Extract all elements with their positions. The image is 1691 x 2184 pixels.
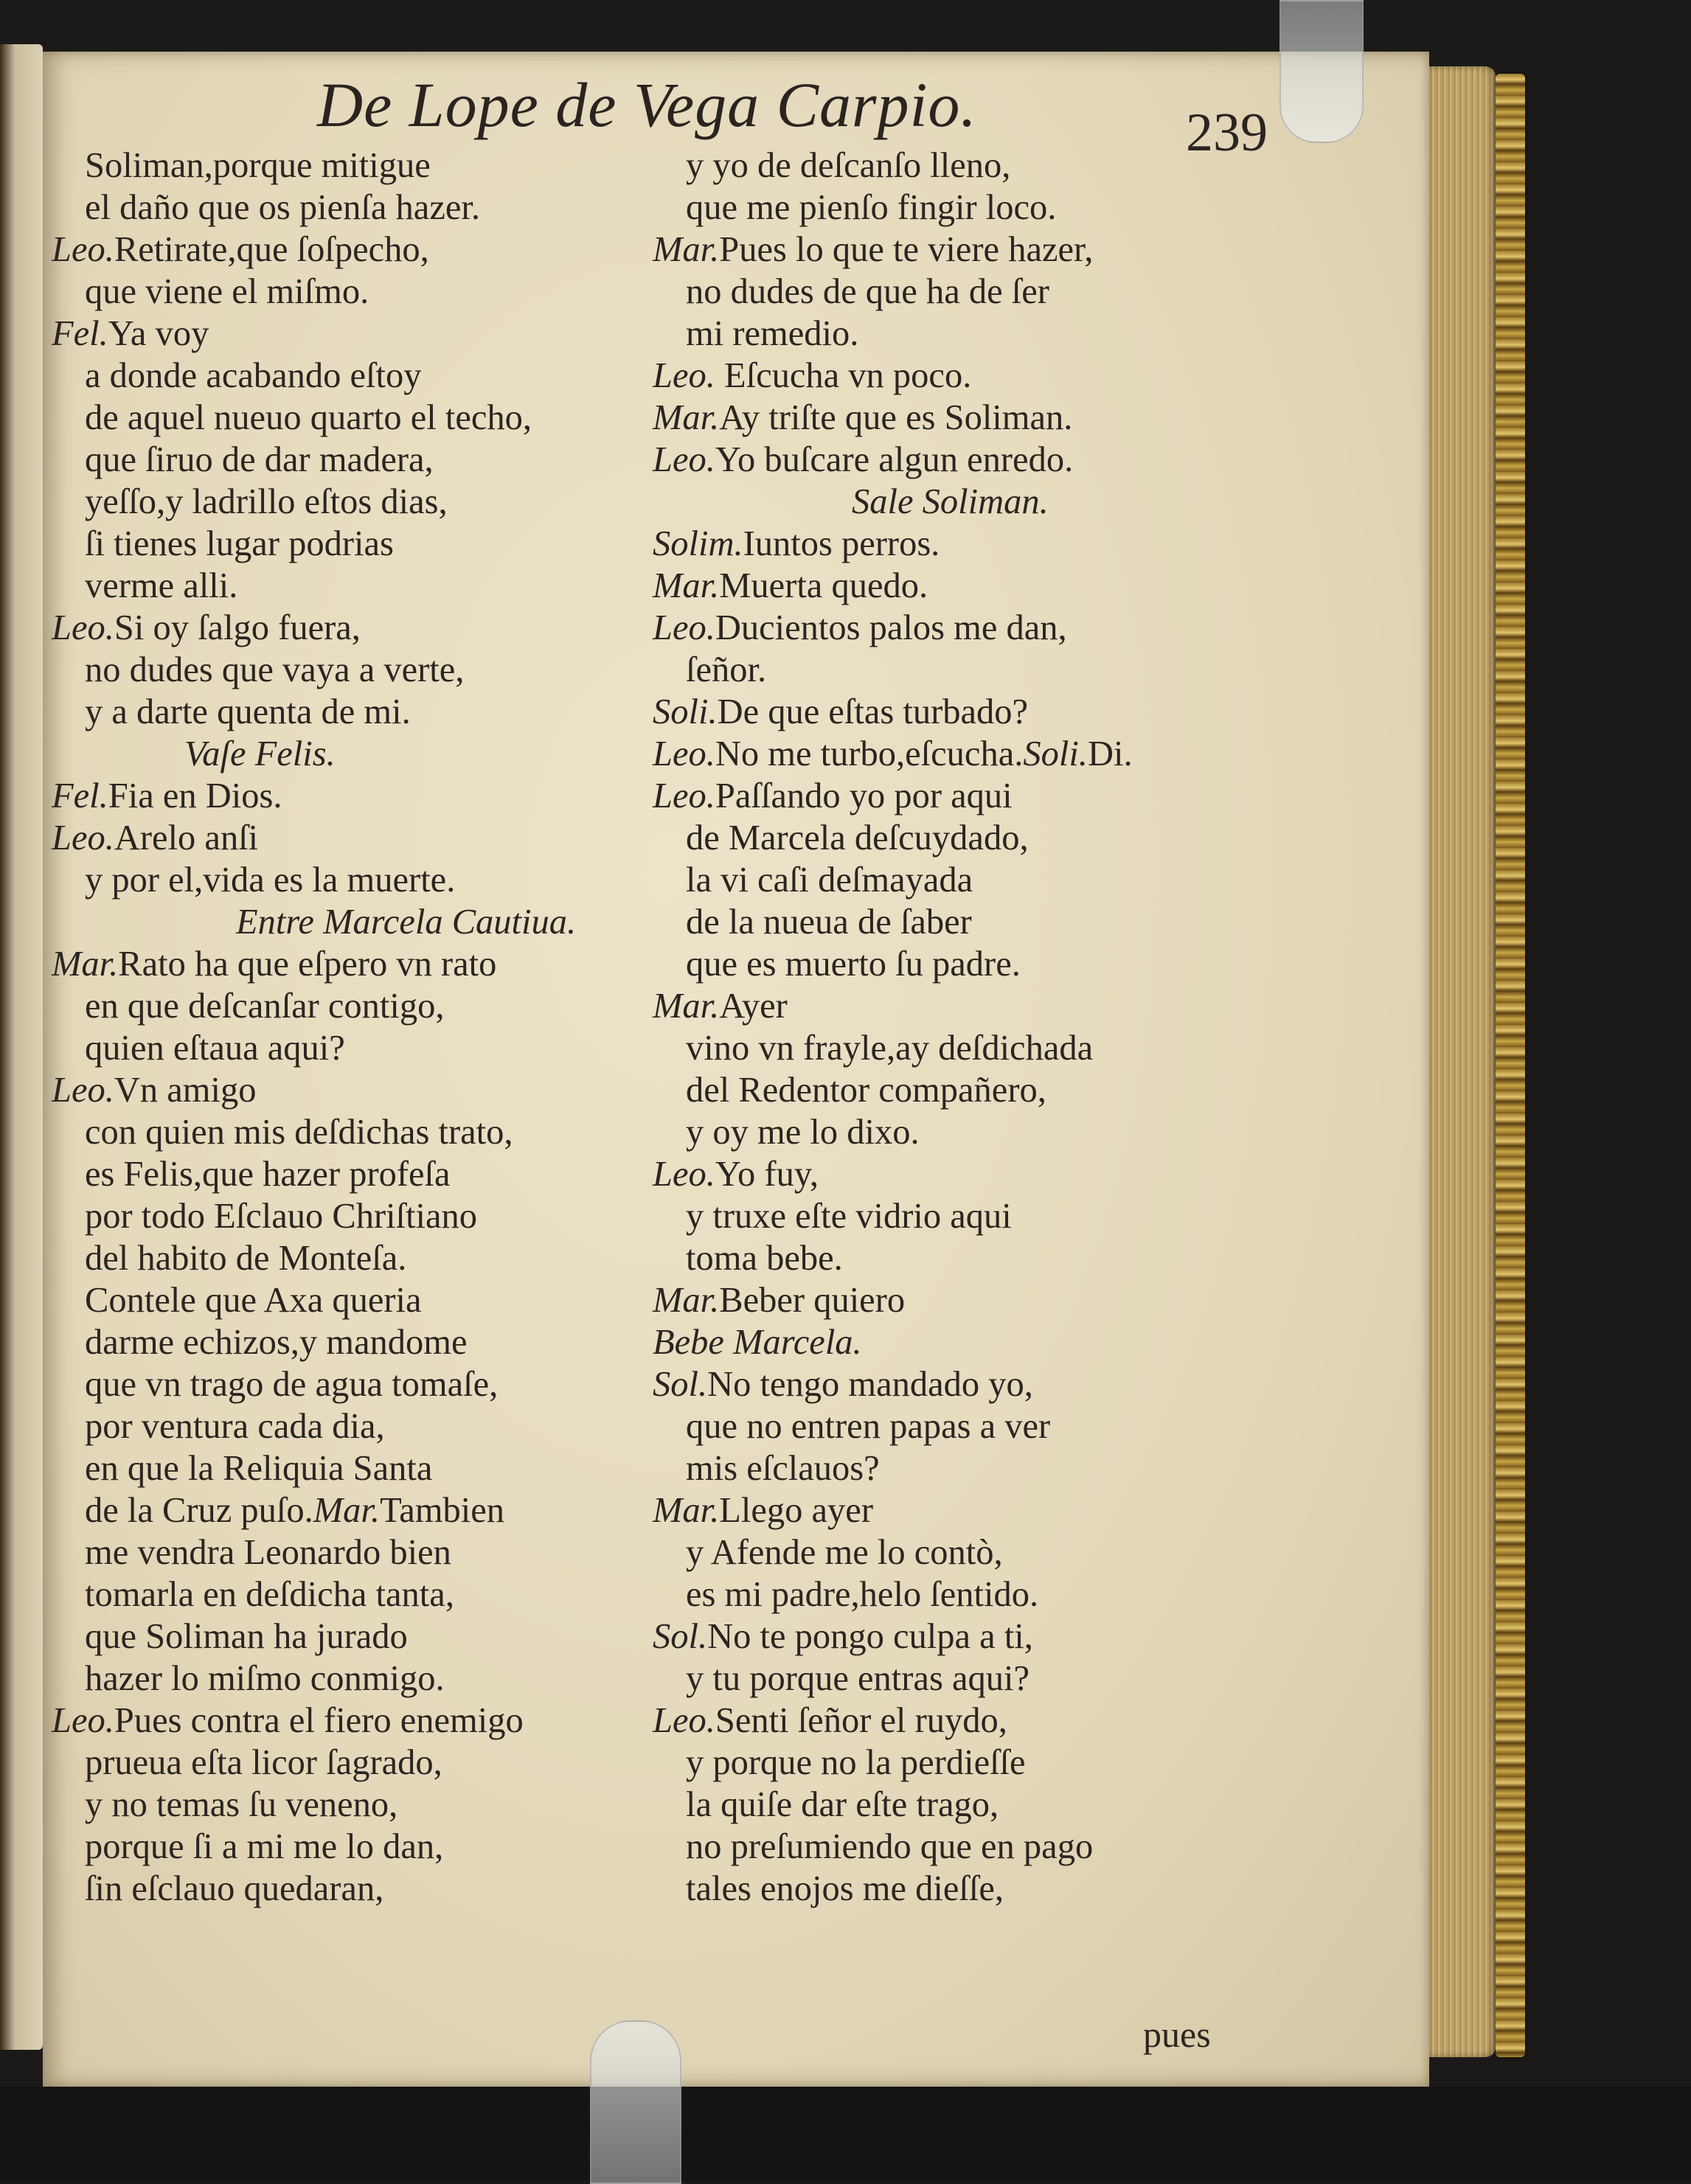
verse-text: es mi padre,helo ſentido. <box>686 1575 1039 1614</box>
verse-text: y Afende me lo contò, <box>686 1533 1003 1572</box>
verse-text: y por el,vida es la muerte. <box>85 860 456 900</box>
verse-line <box>52 649 656 691</box>
verse-line <box>653 1195 1294 1237</box>
verse-line <box>52 187 656 229</box>
verse-text: Beber quiero <box>719 1281 906 1320</box>
verse-line <box>653 1447 1294 1489</box>
speaker-name: Leo. <box>653 440 715 479</box>
speaker-name: Leo. <box>52 818 114 858</box>
verse-text: de la nueua de ſaber <box>686 903 972 942</box>
verse-text: Senti ſeñor el ruydo, <box>715 1701 1007 1740</box>
verse-text: Muerta quedo. <box>719 566 928 605</box>
running-head: De Lope de Vega Carpio. <box>317 69 977 140</box>
stage-direction-text: Sale Soliman. <box>852 482 1049 521</box>
verse-text: Rato ha que eſpero vn rato <box>118 945 497 984</box>
verse-line <box>52 1742 656 1784</box>
verse-text: no preſumiendo que en pago <box>686 1827 1094 1866</box>
verse-line <box>52 397 656 439</box>
verse-line <box>52 1784 656 1826</box>
page-number: 239 <box>1186 102 1268 163</box>
verse-text: darme echizos,y mandome <box>85 1323 468 1362</box>
verse-text: Si oy ſalgo fuera, <box>114 608 361 647</box>
verse-text: Vn amigo <box>114 1071 257 1110</box>
verse-text: Retirate,que ſoſpecho, <box>114 230 429 269</box>
verse-line <box>52 523 656 565</box>
verse-line <box>52 691 656 733</box>
verse-line <box>52 985 656 1027</box>
top-clip <box>1279 0 1364 143</box>
speaker-name: Soli. <box>1023 734 1088 773</box>
verse-text: y tu porque entras aqui? <box>686 1659 1029 1698</box>
verse-text: De que eſtas turbado? <box>717 692 1029 731</box>
verse-text: Eſcucha vn poco. <box>715 356 972 395</box>
verse-line <box>653 1658 1294 1700</box>
verse-text: Ay triſte que es Soliman. <box>719 398 1073 437</box>
speaker-name: Mar. <box>653 398 720 437</box>
verse-line <box>653 1573 1294 1616</box>
verse-line <box>52 1616 656 1658</box>
verse-line <box>52 1405 656 1447</box>
verse-text: ſin eſclauo quedaran, <box>85 1869 384 1908</box>
stage-direction-text: Entre Marcela Cautiua. <box>236 903 577 942</box>
speaker-name: Leo. <box>653 356 715 395</box>
verse-text: No te pongo culpa a ti, <box>707 1617 1033 1656</box>
speaker-name: Sol. <box>653 1617 708 1656</box>
verse-text: yeſſo,y ladrillo eſtos dias, <box>85 482 448 521</box>
verse-text: No tengo mandado yo, <box>707 1365 1033 1404</box>
verse-line <box>52 1279 656 1321</box>
verse-text: Ducientos palos me dan, <box>715 608 1067 647</box>
verse-text: por todo Eſclauo Chriſtiano <box>85 1197 478 1236</box>
speech-line <box>653 1153 1294 1195</box>
verse-text: Fia en Dios. <box>108 776 282 815</box>
verse-text: Di. <box>1087 734 1133 773</box>
speech-line <box>653 1616 1294 1658</box>
verse-text: con quien mis deſdichas trato, <box>85 1113 513 1152</box>
verse-line <box>52 565 656 607</box>
verse-text: del habito de Monteſa. <box>85 1239 407 1278</box>
verse-text: porque ſi a mi me lo dan, <box>85 1827 444 1866</box>
speaker-name: Solim. <box>653 524 743 563</box>
verse-text: Ya voy <box>108 314 209 353</box>
verse-line <box>653 1868 1294 1910</box>
verse-text: y porque no la perdieſſe <box>686 1743 1026 1782</box>
speaker-name: Mar. <box>52 945 119 984</box>
page-fore-edge <box>1429 66 1496 2057</box>
speaker-name: Leo. <box>653 1701 715 1740</box>
verse-text: prueua eſta licor ſagrado, <box>85 1743 442 1782</box>
verse-line <box>653 313 1294 355</box>
verse-text: que me pienſo fingir loco. <box>686 188 1057 227</box>
verse-line <box>653 1237 1294 1279</box>
verse-line <box>653 901 1294 943</box>
verse-text: y no temas ſu veneno, <box>85 1785 398 1824</box>
stage-direction <box>653 481 1294 523</box>
verse-line <box>52 859 656 901</box>
speaker-name: Leo. <box>653 1155 715 1194</box>
speech-line <box>653 775 1294 817</box>
verse-line <box>52 1868 656 1910</box>
verse-text: que es muerto ſu padre. <box>686 945 1021 984</box>
speech-line <box>653 565 1294 607</box>
verse-text: la vi caſi deſmayada <box>686 860 973 900</box>
speech-line <box>52 1069 656 1111</box>
stage-direction <box>52 733 656 775</box>
verse-text: Pues contra el fiero enemigo <box>114 1701 524 1740</box>
verse-text: Iuntos perros. <box>743 524 940 563</box>
verse-text: de Marcela deſcuydado, <box>686 818 1029 858</box>
verse-text: la quiſe dar eſte trago, <box>686 1785 999 1824</box>
verse-text: que vn trago de agua tomaſe, <box>85 1365 499 1404</box>
speech-line <box>653 355 1294 397</box>
speech-line <box>653 1279 1294 1321</box>
verse-line <box>653 1405 1294 1447</box>
verse-text: mis eſclauos? <box>686 1449 880 1488</box>
verse-text: por ventura cada dia, <box>85 1407 385 1446</box>
verse-line <box>52 355 656 397</box>
verse-line <box>52 1489 656 1531</box>
verse-line <box>52 1658 656 1700</box>
verse-text: Arelo anſi <box>114 818 259 858</box>
verse-text: quien eſtaua aqui? <box>85 1029 345 1068</box>
verse-line <box>653 1742 1294 1784</box>
speech-line <box>653 1700 1294 1742</box>
verse-text: ſeñor. <box>686 650 767 689</box>
verse-line <box>653 271 1294 313</box>
verse-line <box>52 481 656 523</box>
verse-text: No me turbo,eſcucha. <box>715 734 1024 773</box>
verse-text: Yo buſcare algun enredo. <box>715 440 1074 479</box>
verse-line <box>653 1531 1294 1573</box>
verse-text: tales enojos me dieſſe, <box>686 1869 1004 1908</box>
verse-text: y oy me lo dixo. <box>686 1113 920 1152</box>
verse-text: mi remedio. <box>686 314 859 353</box>
speaker-name: Sol. <box>653 1365 708 1404</box>
verse-text: Paſſando yo por aqui <box>715 776 1013 815</box>
right-text-column <box>653 145 1294 1910</box>
verse-text: toma bebe. <box>686 1239 843 1278</box>
verse-text: me vendra Leonardo bien <box>85 1533 451 1572</box>
verse-text: Llego ayer <box>719 1491 873 1530</box>
verse-line <box>52 1321 656 1363</box>
speaker-name: Leo. <box>52 1071 114 1110</box>
speech-line <box>52 1700 656 1742</box>
stage-direction <box>653 1321 1294 1363</box>
verse-line <box>653 1784 1294 1826</box>
verse-line <box>52 439 656 481</box>
verse-text: verme alli. <box>85 566 238 605</box>
verse-line <box>52 145 656 187</box>
verse-line <box>653 1027 1294 1069</box>
verse-line <box>653 943 1294 985</box>
verse-text: a donde acabando eſtoy <box>85 356 422 395</box>
speech-line <box>653 397 1294 439</box>
left-text-column <box>52 145 656 1910</box>
speech-line <box>653 229 1294 271</box>
speaker-name: Fel. <box>52 314 108 353</box>
verse-line <box>52 1027 656 1069</box>
verse-line <box>52 1111 656 1153</box>
speech-line <box>653 985 1294 1027</box>
speaker-name: Mar. <box>653 987 720 1026</box>
verse-line <box>653 145 1294 187</box>
verse-text: es Felis,que hazer profeſa <box>85 1155 451 1194</box>
verse-text: y yo de deſcanſo lleno, <box>686 146 1011 185</box>
verse-line <box>52 1826 656 1868</box>
speech-line <box>653 1489 1294 1531</box>
verse-line <box>52 1531 656 1573</box>
speech-line <box>52 817 656 859</box>
verse-line <box>52 1363 656 1405</box>
verse-line <box>653 1826 1294 1868</box>
stage-direction <box>52 901 656 943</box>
speaker-name: Mar. <box>653 566 720 605</box>
speaker-name: Leo. <box>52 230 114 269</box>
speaker-name: Leo. <box>653 608 715 647</box>
verse-text: que ſiruo de dar madera, <box>85 440 434 479</box>
verse-line <box>653 817 1294 859</box>
verse-text: no dudes que vaya a verte, <box>85 650 465 689</box>
speaker-name: Mar. <box>653 1491 720 1530</box>
speaker-name: Leo. <box>653 776 715 815</box>
verse-text: el daño que os pienſa hazer. <box>85 188 480 227</box>
verse-line <box>653 859 1294 901</box>
verse-text: del Redentor compañero, <box>686 1071 1046 1110</box>
speech-line <box>653 607 1294 649</box>
verse-line <box>52 1447 656 1489</box>
speech-line <box>52 607 656 649</box>
verse-line <box>653 1069 1294 1111</box>
bottom-clip <box>590 2020 681 2184</box>
verse-line <box>52 271 656 313</box>
speech-line <box>52 943 656 985</box>
verse-line <box>653 649 1294 691</box>
verse-text: Ayer <box>719 987 788 1026</box>
verse-text: de la Cruz puſo. <box>85 1491 313 1530</box>
verse-line <box>52 1153 656 1195</box>
facing-page-edge <box>0 44 43 2050</box>
verse-line <box>52 1237 656 1279</box>
verse-text: Contele que Axa queria <box>85 1281 422 1320</box>
verse-line <box>653 1111 1294 1153</box>
verse-line <box>52 1573 656 1616</box>
verse-text: Pues lo que te viere hazer, <box>719 230 1094 269</box>
speech-line <box>52 775 656 817</box>
stage-direction-text: Bebe Marcela. <box>653 1323 862 1362</box>
verse-text: tomarla en deſdicha tanta, <box>85 1575 454 1614</box>
speech-line <box>653 439 1294 481</box>
verse-line <box>653 187 1294 229</box>
speaker-name: Leo. <box>653 734 715 773</box>
catchword: pues <box>1143 2014 1211 2055</box>
speech-line <box>653 523 1294 565</box>
verse-text: ſi tienes lugar podrias <box>85 524 394 563</box>
verse-text: que viene el miſmo. <box>85 272 369 311</box>
verse-text: Yo fuy, <box>715 1155 819 1194</box>
speaker-name: Leo. <box>52 608 114 647</box>
verse-text: y a darte quenta de mi. <box>85 692 411 731</box>
speech-line <box>653 691 1294 733</box>
verse-text: y truxe eſte vidrio aqui <box>686 1197 1012 1236</box>
verse-text: que no entren papas a ver <box>686 1407 1051 1446</box>
speaker-name: Soli. <box>653 692 718 731</box>
background-band <box>0 2087 1691 2181</box>
verse-text: vino vn frayle,ay deſdichada <box>686 1029 1094 1068</box>
verse-text: de aquel nueuo quarto el techo, <box>85 398 532 437</box>
verse-line <box>52 1195 656 1237</box>
speaker-name: Leo. <box>52 1701 114 1740</box>
verse-text: hazer lo miſmo conmigo. <box>85 1659 445 1698</box>
speaker-name: Mar. <box>653 230 720 269</box>
verse-text: que Soliman ha jurado <box>85 1617 408 1656</box>
verse-text: en que deſcanſar contigo, <box>85 987 445 1026</box>
speaker-name: Mar. <box>313 1491 381 1530</box>
stage-direction-text: Vaſe Felis. <box>184 734 336 773</box>
speech-line <box>653 1363 1294 1405</box>
speech-line <box>52 229 656 271</box>
verse-text: Soliman,porque mitigue <box>85 146 431 185</box>
speaker-name: Fel. <box>52 776 108 815</box>
speaker-name: Mar. <box>653 1281 720 1320</box>
verse-text: en que la Reliquia Santa <box>85 1449 433 1488</box>
verse-text: no dudes de que ha de ſer <box>686 272 1049 311</box>
gilt-binding-edge <box>1496 74 1525 2057</box>
speech-line <box>52 313 656 355</box>
speech-line <box>653 733 1294 775</box>
verse-text: Tambien <box>380 1491 505 1530</box>
